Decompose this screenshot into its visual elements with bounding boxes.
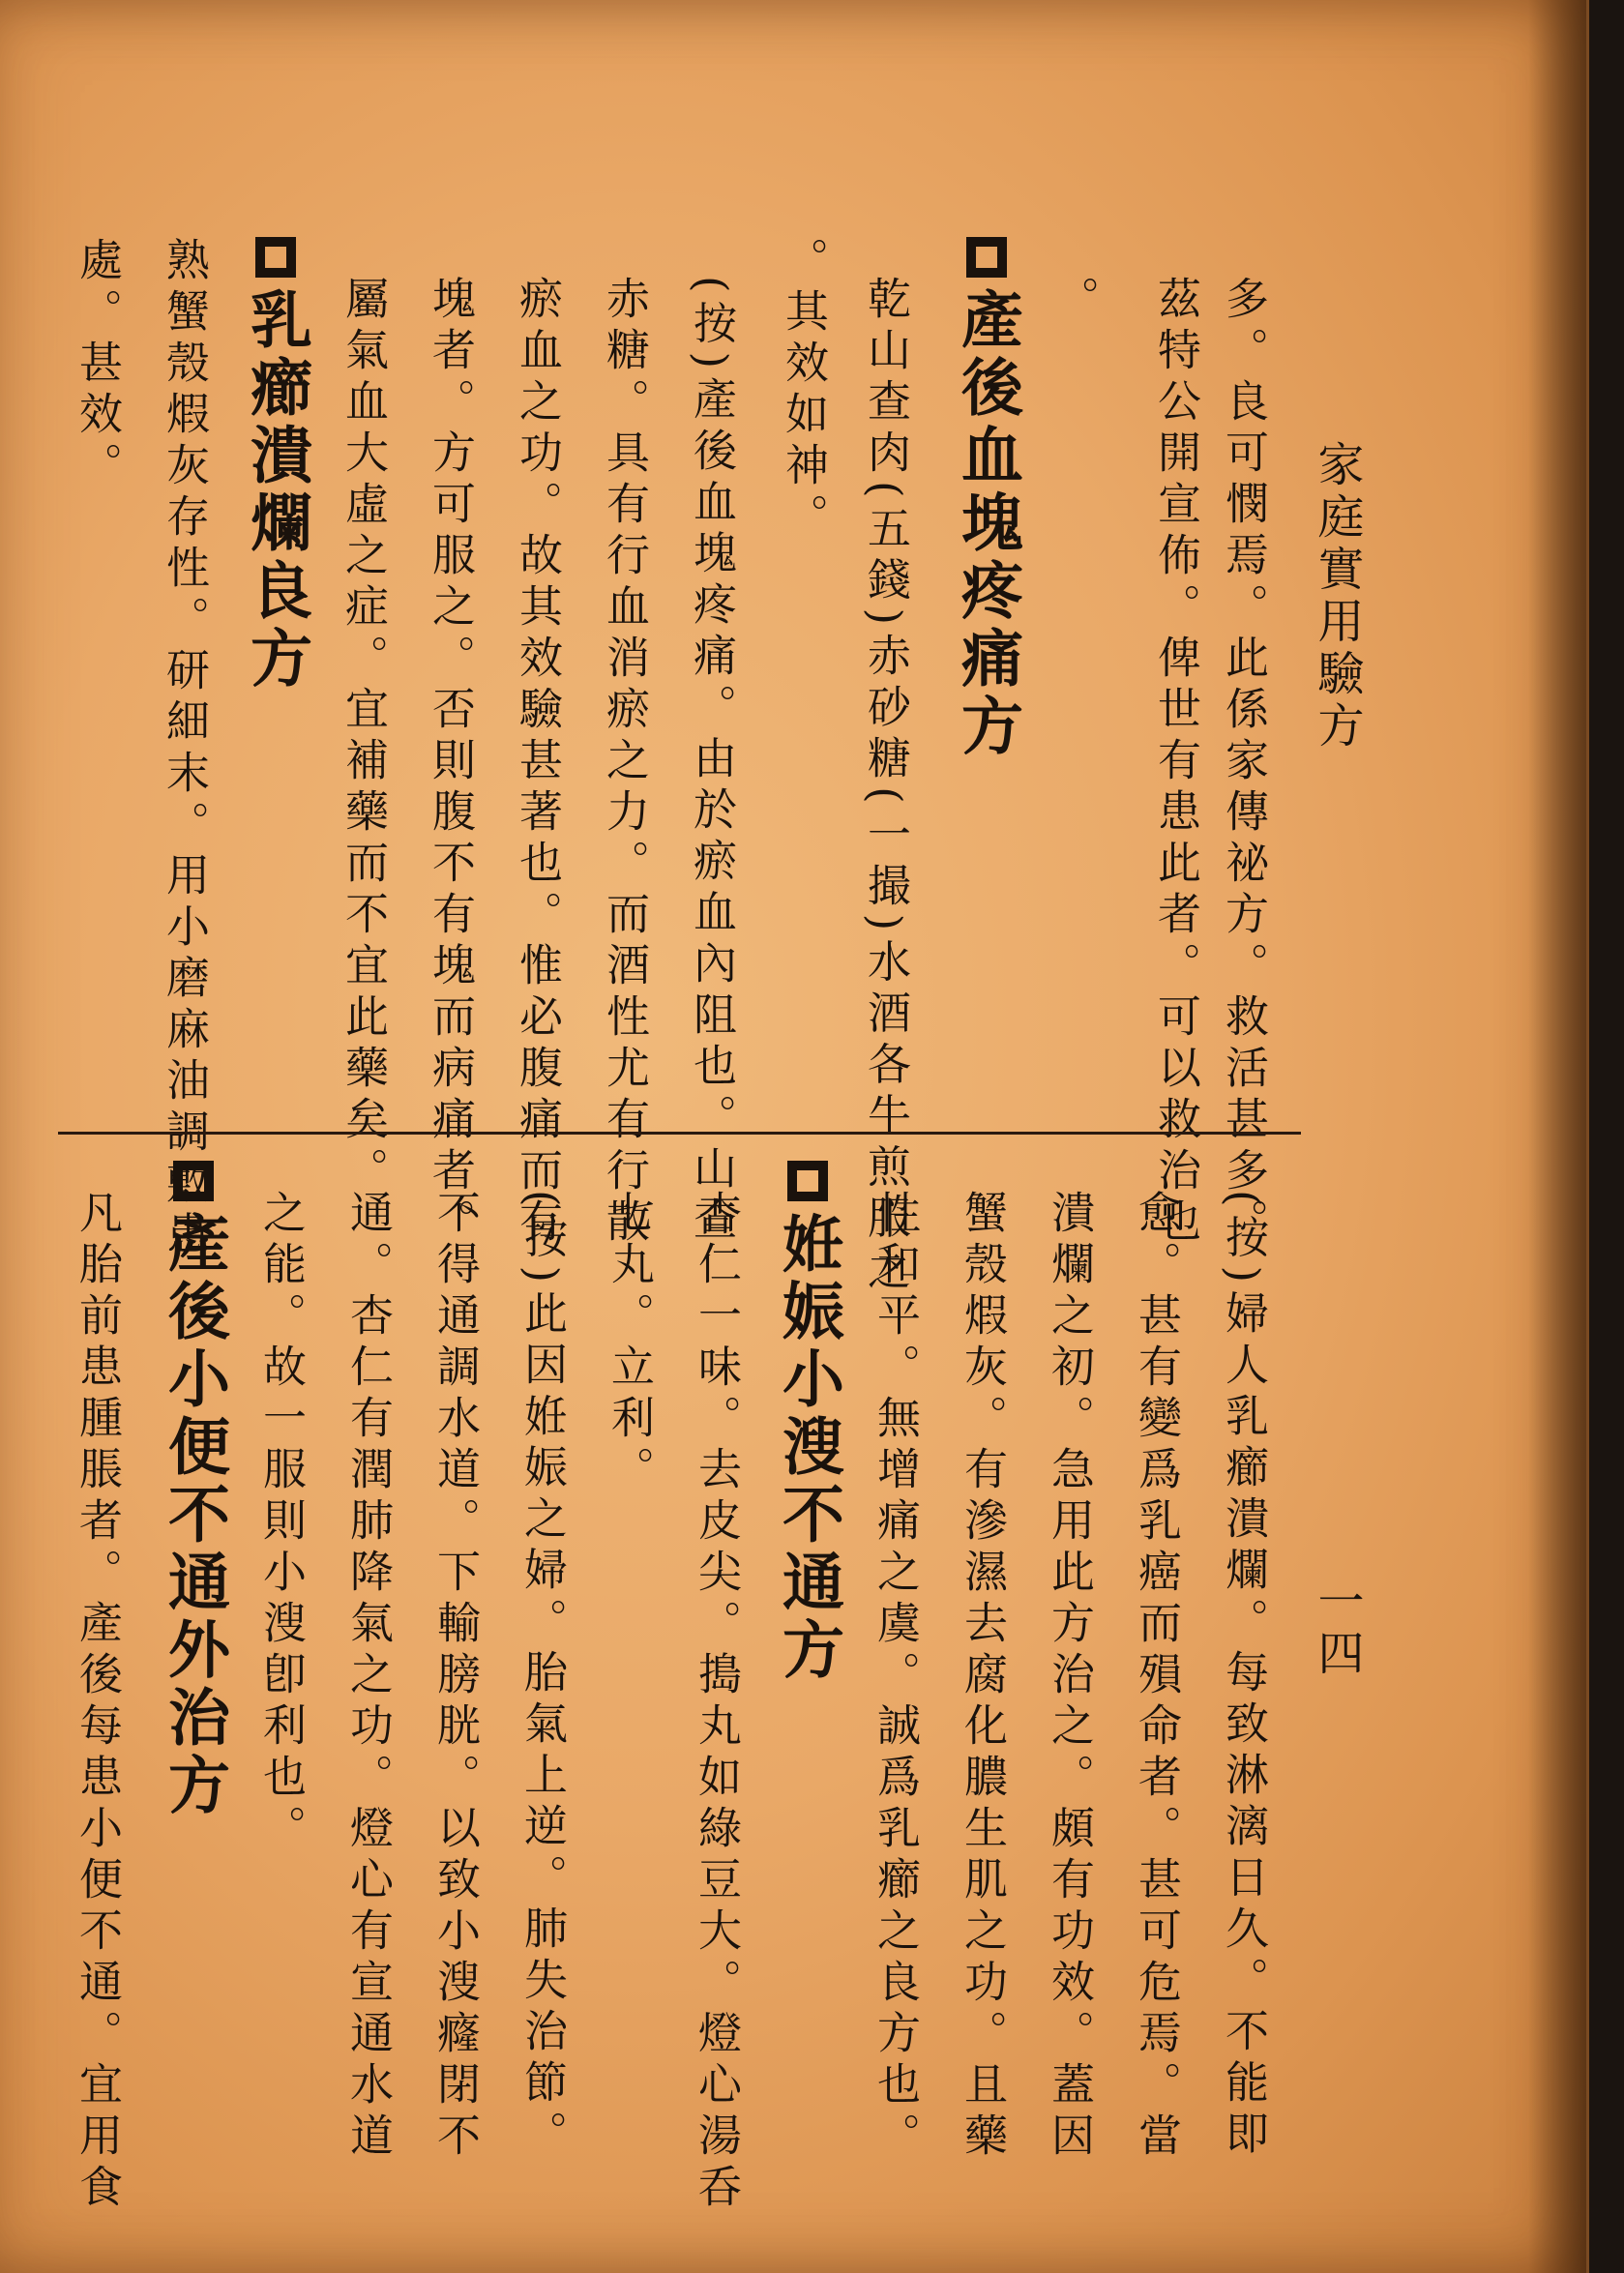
text-column: 杏仁一味。去皮尖。搗丸如綠豆大。燈心湯呑 (691, 1190, 742, 2215)
section-heading: 姙娠小溲不通方 (774, 1161, 842, 1685)
text-column: 乾山查肉(五錢)赤砂糖(一撮)水酒各牛煎服之 (860, 276, 911, 1298)
text-column: 不得通調水道。下輸膀胱。以致小溲癃閉不 (429, 1190, 481, 2164)
text-column: (按)婦人乳癤潰爛。每致淋漓日久。不能即 (1218, 1190, 1269, 2163)
text-column: 蟹殼煆灰。有滲濕去腐化膿生肌之功。且藥 (957, 1190, 1008, 2164)
text-column: 赤糖。具有行血消瘀之力。而酒性尤有行散 (599, 276, 650, 1250)
page-number: 一四 (1310, 1577, 1364, 1681)
text-column: 屬氣血大虛之症。宜補藥而不宜此藥矣。 (338, 276, 389, 1198)
text-column: 處。甚效。 (72, 237, 123, 493)
text-column: 性和平。無增痛之虞。誠爲乳癤之良方也。 (870, 1190, 921, 2164)
text-column: 通。杏仁有潤肺降氣之功。燈心有宣通水道 (342, 1190, 394, 2164)
text-column: 潰爛之初。急用此方治之。頗有功效。蓋因 (1044, 1190, 1095, 2164)
running-title: 家庭實用驗方 (1310, 440, 1364, 753)
section-heading: 乳癤潰爛良方 (242, 237, 310, 694)
text-column: 塊者。方可服之。否則腹不有塊而病痛者。 (425, 276, 476, 1250)
text-column: 。其效如神。 (778, 237, 829, 545)
text-column: (按)產後血塊疼痛。由於瘀血內阻也。山查 (686, 276, 737, 1249)
text-column: 瘀血之功。故其效驗甚著也。惟必腹痛而有 (512, 276, 563, 1250)
text-column: (按)此因姙娠之婦。胎氣上逆。肺失治節。 (517, 1190, 568, 2163)
text-column: 愈。甚有變爲乳癌而殞命者。甚可危焉。當 (1131, 1190, 1182, 2164)
section-divider (58, 1132, 1301, 1140)
text-column: 凡胎前患腫脹者。產後每患小便不通。宜用食 (72, 1190, 123, 2215)
text-column: 多。良可憫焉。此係家傳祕方。救活甚多。 (1218, 276, 1269, 1250)
section-mark-icon (173, 1161, 214, 1201)
section-heading: 產後血塊疼痛方 (953, 237, 1020, 761)
page-edge-shadow (1528, 0, 1586, 2273)
text-column: 熟蟹殼煆灰存性。研細末。用小磨麻油調敷患 (159, 237, 210, 1262)
text-column: 茲特公開宣佈。俾世有患此者。可以救治也 (1150, 276, 1201, 1250)
text-column: 七丸。立利。 (604, 1190, 655, 1497)
section-heading: 產後小便不通外治方 (160, 1161, 227, 1820)
section-mark-icon (255, 237, 296, 278)
section-mark-icon (966, 237, 1007, 278)
text-column: 之能。故一服則小溲卽利也。 (255, 1190, 307, 1856)
section-mark-icon (787, 1161, 828, 1201)
text-column: 。 (1048, 276, 1100, 327)
